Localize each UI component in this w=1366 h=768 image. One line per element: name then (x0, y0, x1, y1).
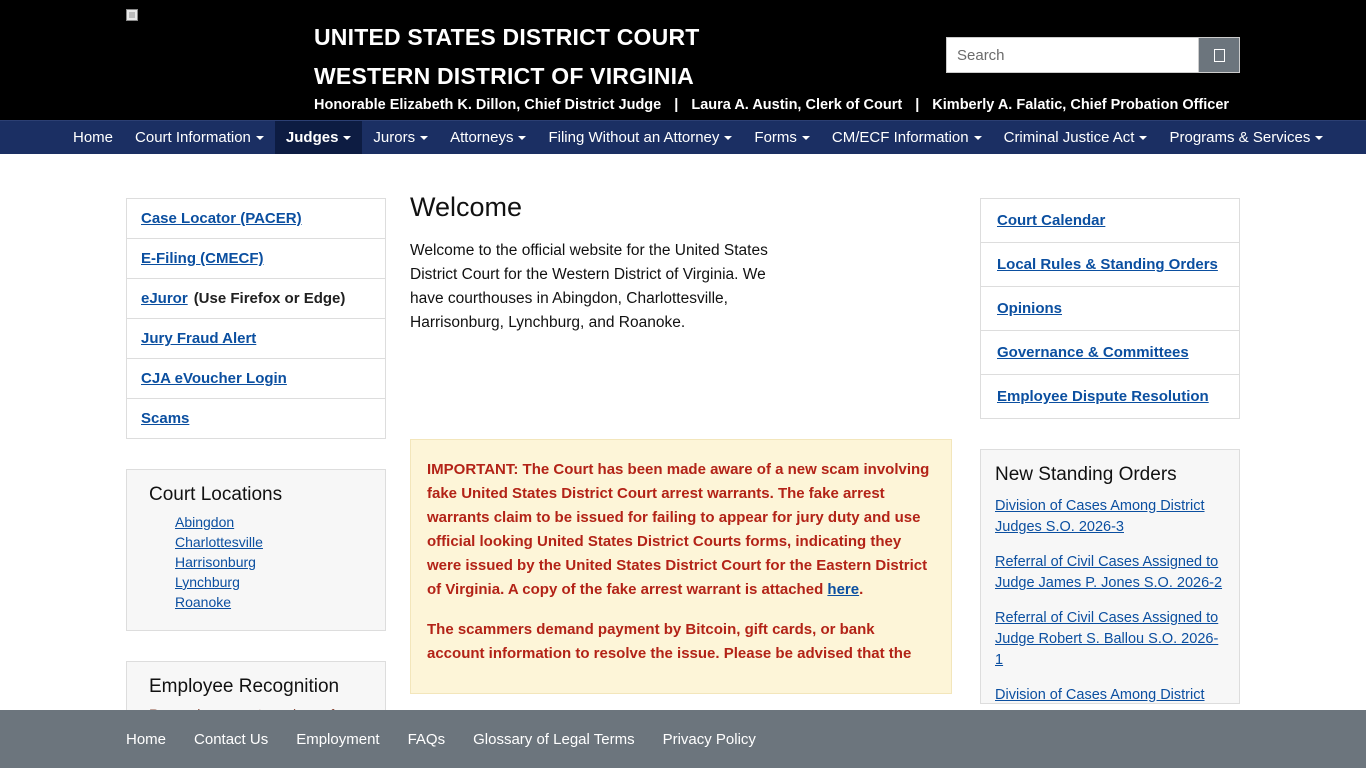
nav-label: Judges (285, 129, 339, 146)
link-opinions[interactable]: Opinions (997, 300, 1062, 317)
court-locations-panel (126, 469, 386, 631)
welcome-section (410, 192, 952, 335)
footer-link-glossary[interactable]: Glossary of Legal Terms (473, 730, 635, 748)
list-item[interactable] (981, 331, 1239, 375)
standing-order-link-3[interactable]: Referral of Civil Cases Assigned to Judge Robert S. Ballou S.O. 2026-1 (995, 610, 1219, 668)
alert-paragraph-1-text: IMPORTANT: The Court has been made aware of a new scam involving fake United States District Court arrest warrants. The fake arrest warrants claim to be issued for failing to appear for jury duty and use official looking United States District Courts forms, indicating they were issued by the United States District Court for the Eastern District of Virginia. A copy of the fake arrest warrant is attached (427, 461, 930, 598)
page-title (314, 18, 700, 96)
list-item[interactable] (127, 319, 385, 359)
alert-paragraph-1-period: . (859, 581, 864, 598)
nav-label: Home (73, 129, 114, 146)
court-locations-list (139, 514, 373, 612)
court-title-line-2: WESTERN DISTRICT OF VIRGINIA (314, 63, 694, 89)
list-item[interactable] (175, 514, 373, 532)
chevron-down-icon (802, 136, 810, 140)
official-chief-judge: Honorable Elizabeth K. Dillon, Chief District Judge (314, 97, 662, 113)
site-footer (0, 710, 1366, 768)
left-sidebar (126, 198, 386, 739)
nav-item-jurors[interactable] (362, 121, 439, 154)
officials-separator-2: | (915, 97, 920, 113)
location-harrisonburg[interactable]: Harrisonburg (175, 554, 256, 570)
search-icon (1214, 49, 1225, 62)
court-locations-title: Court Locations (149, 484, 283, 505)
nav-item-judges[interactable] (275, 121, 363, 154)
list-item[interactable] (175, 554, 373, 572)
search-button[interactable] (1198, 37, 1240, 73)
new-standing-orders-panel (980, 449, 1240, 704)
site-header (0, 0, 1366, 120)
welcome-body: Welcome to the official website for the United States District Court for the Western District of Virginia. We have courthouses in Abingdon, Charlottesville, Harrisonburg, Lynchburg, and Roanoke. (410, 242, 768, 331)
footer-link-home[interactable]: Home (126, 730, 167, 748)
list-item[interactable] (981, 199, 1239, 243)
nav-item-cmecf-information[interactable] (821, 121, 993, 154)
nav-label: Attorneys (450, 129, 514, 146)
alert-paragraph-2: The scammers demand payment by Bitcoin, gift cards, or bank account information to resolve the issue. Please be advised that the (427, 621, 912, 662)
list-item[interactable] (981, 243, 1239, 287)
location-lynchburg[interactable]: Lynchburg (175, 574, 240, 590)
chevron-down-icon (518, 136, 526, 140)
list-item[interactable] (127, 359, 385, 399)
chevron-down-icon (974, 136, 982, 140)
location-roanoke[interactable]: Roanoke (175, 594, 232, 610)
right-sidebar (980, 198, 1240, 704)
footer-link-faqs[interactable]: FAQs (407, 730, 446, 748)
nav-item-attorneys[interactable] (439, 121, 537, 154)
nav-item-forms[interactable] (743, 121, 821, 154)
nav-label: Court Information (135, 129, 251, 146)
list-item[interactable] (127, 239, 385, 279)
list-item[interactable] (127, 279, 385, 319)
link-case-locator-pacer[interactable]: Case Locator (PACER) (141, 210, 302, 227)
resources-card (980, 198, 1240, 419)
list-item[interactable] (127, 399, 385, 438)
list-item[interactable] (175, 534, 373, 552)
official-clerk: Laura A. Austin, Clerk of Court (691, 97, 903, 113)
main-navigation (0, 120, 1366, 154)
alert-paragraph-1 (427, 458, 935, 602)
list-item[interactable] (175, 574, 373, 592)
link-scams[interactable]: Scams (141, 410, 190, 427)
location-charlottesville[interactable]: Charlottesville (175, 534, 263, 550)
list-item[interactable] (127, 199, 385, 239)
court-officials (314, 97, 1229, 113)
nav-item-filing-without-an-attorney[interactable] (537, 121, 743, 154)
ejuror-note: (Use Firefox or Edge) (193, 290, 346, 307)
court-seal-image (126, 8, 140, 22)
chevron-down-icon (343, 136, 351, 140)
chevron-down-icon (420, 136, 428, 140)
main-column (410, 192, 952, 694)
employee-recognition-title: Employee Recognition (149, 676, 340, 697)
nav-item-home[interactable] (62, 121, 124, 154)
nav-label: Criminal Justice Act (1003, 129, 1135, 146)
link-local-rules-standing-orders[interactable]: Local Rules & Standing Orders (997, 256, 1218, 273)
chevron-down-icon (724, 136, 732, 140)
nav-item-programs-and-services[interactable] (1158, 121, 1334, 154)
chevron-down-icon (256, 136, 264, 140)
main-content (0, 154, 1366, 712)
nav-label: Jurors (373, 129, 416, 146)
link-cja-evoucher-login[interactable]: CJA eVoucher Login (141, 370, 287, 387)
footer-link-employment[interactable]: Employment (296, 730, 380, 748)
link-jury-fraud-alert[interactable]: Jury Fraud Alert (141, 330, 257, 347)
link-e-filing-cmecf[interactable]: E-Filing (CMECF) (141, 250, 264, 267)
official-probation: Kimberly A. Falatic, Chief Probation Officer (932, 97, 1230, 113)
search-bar (946, 37, 1240, 73)
nav-label: Filing Without an Attorney (548, 129, 720, 146)
link-employee-dispute-resolution[interactable]: Employee Dispute Resolution (997, 388, 1209, 405)
link-ejuror[interactable]: eJuror (141, 290, 188, 307)
scam-alert-box (410, 439, 952, 694)
list-item[interactable] (981, 375, 1239, 418)
link-governance-committees[interactable]: Governance & Committees (997, 344, 1189, 361)
nav-label: Programs & Services (1169, 129, 1311, 146)
standing-order-link-1[interactable]: Division of Cases Among District Judges S.O. 2026-3 (995, 498, 1205, 535)
list-item[interactable] (175, 594, 373, 612)
chevron-down-icon (1315, 136, 1323, 140)
alert-attachment-link[interactable]: here (827, 581, 860, 598)
search-input[interactable] (946, 37, 1198, 73)
nav-label: CM/ECF Information (831, 129, 969, 146)
chevron-down-icon (1139, 136, 1147, 140)
quick-links-card (126, 198, 386, 439)
nav-label: Forms (754, 129, 797, 146)
officials-separator-1: | (674, 97, 679, 113)
standing-order-link-4[interactable]: Division of Cases Among District (995, 687, 1205, 703)
welcome-heading: Welcome (410, 192, 523, 222)
link-court-calendar[interactable]: Court Calendar (997, 212, 1106, 229)
standing-order-link-2[interactable]: Referral of Civil Cases Assigned to Judge James P. Jones S.O. 2026-2 (995, 554, 1223, 591)
location-abingdon[interactable]: Abingdon (175, 514, 235, 530)
court-title-line-1: UNITED STATES DISTRICT COURT (314, 24, 700, 50)
footer-link-privacy-policy[interactable]: Privacy Policy (662, 730, 756, 748)
nav-item-criminal-justice-act[interactable] (993, 121, 1159, 154)
standing-orders-title: New Standing Orders (995, 464, 1177, 485)
list-item[interactable] (981, 287, 1239, 331)
footer-link-contact-us[interactable]: Contact Us (194, 730, 269, 748)
nav-item-court-information[interactable] (124, 121, 275, 154)
